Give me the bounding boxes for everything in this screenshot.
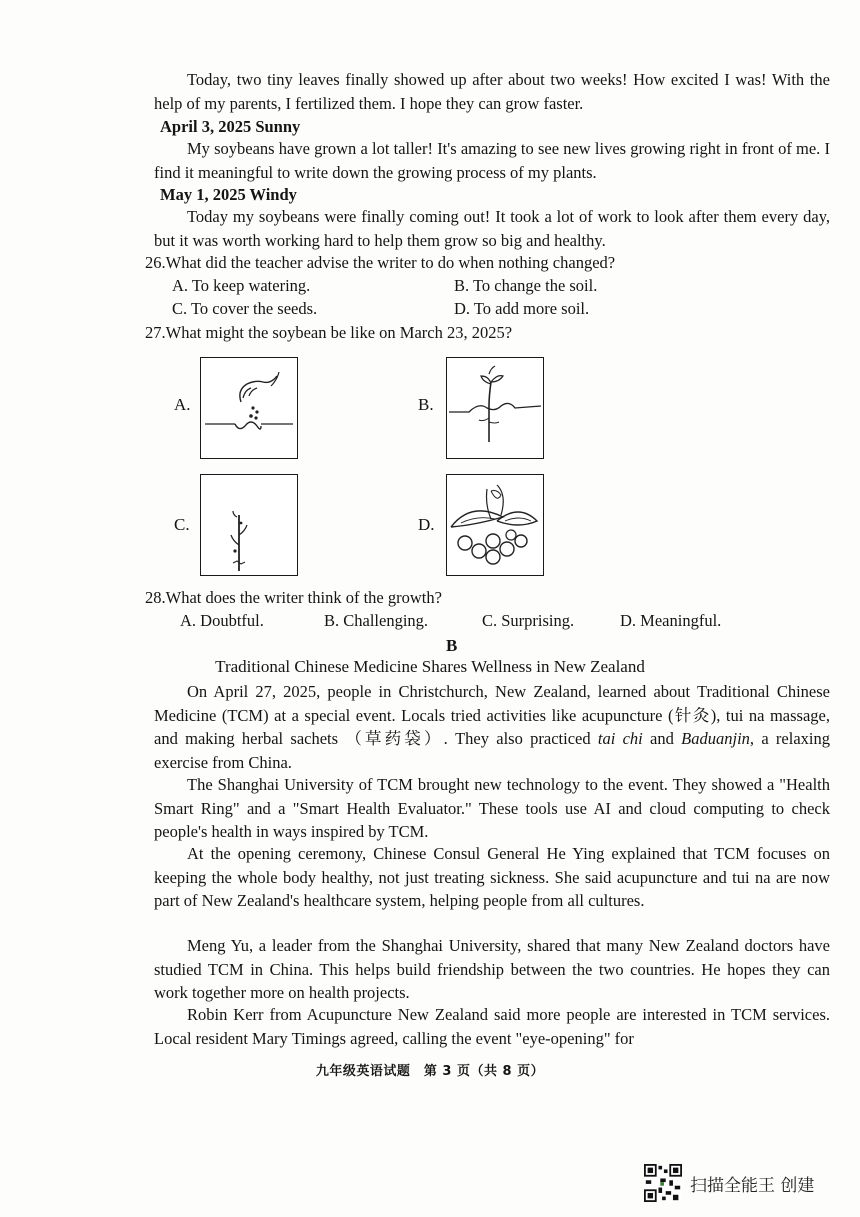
watermark-text: 扫描全能王 创建 [690,1175,815,1196]
diary-paragraph-3: Today my soybeans were finally coming out! It took a lot of work to look after them every day, but it was worth working hard to help them grow so big and healthy. [154,207,830,250]
diary-paragraph-1: Today, two tiny leaves finally showed up after about two weeks! How excited I was! With the help of my parents, I fertilized them. I hope they can grow faster. [154,70,830,113]
article-paragraph-1 [154,680,830,774]
q28-option-b: B. Challenging. [324,611,429,630]
q27-picture-c-tall-plant [200,474,298,576]
tall-plant-drawing [201,475,297,575]
article-paragraph-3: At the opening ceremony, Chinese Consul General He Ying explained that TCM focuses on keeping the whole body healthy, not just treating sickness. She said acupuncture and tui na are now part of New Zealand's healthcare system, helping people from all cultures. [154,844,830,910]
question-27: 27.What might the soybean be like on March 23, 2025? [145,323,513,342]
soybean-pods-drawing [447,475,543,575]
q27-picture-b-sprout [446,357,544,459]
q27-label-d: D. [418,515,435,534]
article-p1-part-a: On April 27, 2025, people in Christchurch, New Zealand, learned about Traditional Chinese Medicine (TCM) at a special event. Locals tried activities like acupuncture (针灸), tui na massage, and making herbal sachets （草药袋）. They also practiced [154,682,830,748]
hand-planting-seeds-drawing [201,358,297,458]
q28-option-c: C. Surprising. [482,611,575,630]
qr-code-icon [644,1164,682,1202]
article-p1-baduanjin: Baduanjin [681,729,750,748]
article-paragraph-2: The Shanghai University of TCM brought new technology to the event. They showed a "Health Smart Ring" and a "Smart Health Evaluator." These tools use AI and cloud computing to check people's health in ways inspired by TCM. [154,775,830,841]
section-b-label: B [446,636,458,655]
q28-option-a: A. Doubtful. [180,611,264,630]
q27-label-a: A. [174,395,191,414]
q27-label-c: C. [174,515,190,534]
q26-option-d: D. To add more soil. [454,299,590,318]
diary-date-may: May 1, 2025 Windy [160,185,297,204]
article-p1-and: and [642,729,682,748]
q28-option-d: D. Meaningful. [620,611,722,630]
article-p1-taichi: tai chi [597,729,643,748]
q26-option-b: B. To change the soil. [454,276,598,295]
article-paragraph-5: Robin Kerr from Acupuncture New Zealand said more people are interested in TCM services. Local resident Mary Timings agreed, calling the event "eye-opening" for [154,1005,830,1048]
q27-label-b: B. [418,395,434,414]
question-28: 28.What does the writer think of the growth? [145,588,442,607]
sprout-drawing [447,358,543,458]
article-p1-part-b: , a relaxing exercise from China. [154,729,830,772]
q26-option-c: C. To cover the seeds. [172,299,318,318]
diary-paragraph-2: My soybeans have grown a lot taller! It's amazing to see new lives growing right in front of me. I find it meaningful to write down the growing process of my plants. [154,139,830,182]
q27-picture-a-seed-planting [200,357,298,459]
question-26: 26.What did the teacher advise the writer to do when nothing changed? [145,253,616,272]
q27-picture-d-soybean-pods [446,474,544,576]
q26-option-a: A. To keep watering. [172,276,311,295]
diary-date-april: April 3, 2025 Sunny [160,117,301,136]
scanner-watermark [644,1164,834,1202]
article-title: Traditional Chinese Medicine Shares Wellness in New Zealand [215,657,645,676]
article-paragraph-4: Meng Yu, a leader from the Shanghai University, shared that many New Zealand doctors have studied TCM in China. This helps build friendship between the two countries. He hopes they can work together more on health projects. [154,936,830,1002]
page-footer: 九年级英语试题 第 3 页（共 8 页） [315,1064,545,1079]
